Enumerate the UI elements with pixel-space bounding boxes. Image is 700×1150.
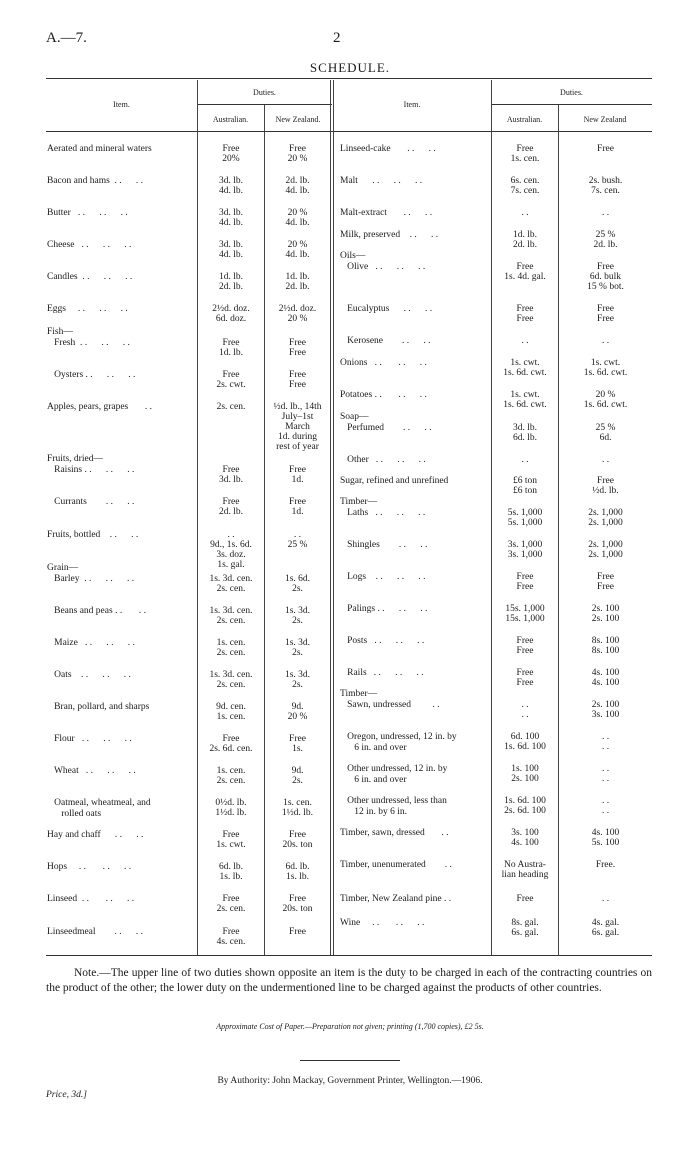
australian-duty: Free — [516, 894, 534, 904]
document-reference: A.—7. — [46, 30, 87, 46]
new-zealand-duty: 2s. bush. 7s. cen. — [588, 176, 623, 196]
item-name: Laths . . . . . . — [340, 508, 426, 518]
new-zealand-duty: 4s. gal. 6s. gal. — [591, 918, 620, 938]
item-name: Fresh . . . . . . — [47, 338, 130, 348]
new-zealand-duty: . . . . — [601, 764, 610, 784]
item-name: Currants . . . . — [47, 497, 135, 507]
item-name: Oils— — [340, 251, 366, 261]
australian-duty: 6s. cen. 7s. cen. — [510, 176, 540, 196]
new-zealand-duty: Free Free — [597, 572, 614, 592]
footer-rule — [300, 1060, 400, 1061]
new-zealand-duty: 25 % 6d. — [595, 423, 616, 443]
australian-duty: 1s. cwt. 1s. 6d. cwt. — [503, 390, 547, 410]
new-zealand-duty: . . — [601, 894, 610, 904]
new-zealand-duty: Free 20s. ton — [282, 830, 313, 850]
new-zealand-duty: Free Free — [289, 370, 306, 390]
australian-duty: Free 1s. 4d. gal. — [504, 262, 546, 282]
new-zealand-duty: Free 1d. — [289, 465, 306, 485]
new-zealand-duty: Free — [597, 144, 614, 154]
australian-duty: Free Free — [516, 636, 534, 656]
new-zealand-duty: ½d. lb., 14th July–1st March 1d. during rest of year — [273, 402, 322, 452]
item-name: Fish— — [47, 327, 73, 337]
header-new-zealand-right: New Zealand — [583, 115, 627, 124]
item-name: Butter . . . . . . — [47, 208, 128, 218]
new-zealand-duty: Free ½d. lb. — [592, 476, 619, 496]
new-zealand-duty: 4s. 100 5s. 100 — [591, 828, 620, 848]
item-name: Flour . . . . . . — [47, 734, 132, 744]
australian-duty: . . 9d., 1s. 6d. 3s. doz. 1s. gal. — [210, 530, 252, 570]
item-name: Barley . . . . . . — [47, 574, 135, 584]
australian-duty: Free Free — [516, 304, 534, 324]
table-bottom-rule — [46, 955, 652, 956]
australian-duty: Free Free — [516, 572, 534, 592]
item-name: Other undressed, 12 in. by 6 in. and over — [347, 764, 448, 785]
new-zealand-duty: 1s. 3d. 2s. — [284, 638, 311, 658]
new-zealand-duty: Free Free — [597, 304, 614, 324]
australian-duty: Free 2s. 6d. cen. — [209, 734, 253, 754]
item-name: Hops . . . . . . — [47, 862, 132, 872]
new-zealand-duty: 1s. 6d. 2s. — [284, 574, 311, 594]
header-australian-right: Australian. — [506, 115, 543, 124]
new-zealand-duty: 20 % 4d. lb. — [285, 240, 310, 260]
item-name: Timber, sawn, dressed . . — [340, 828, 449, 838]
australian-duty: Free 1s. cwt. — [216, 830, 246, 850]
australian-duty: No Austra- lian heading — [501, 860, 549, 880]
new-zealand-duty: 9d. 20 % — [287, 702, 308, 722]
item-name: Posts . . . . . . — [340, 636, 425, 646]
item-name: Linseedmeal . . . . — [47, 927, 144, 937]
australian-duty: Free 2s. cen. — [216, 894, 246, 914]
australian-duty: 1s. 100 2s. 100 — [511, 764, 539, 784]
australian-duty: . . . . — [521, 700, 529, 720]
new-zealand-duty: . . — [601, 455, 610, 465]
item-name: Eggs . . . . . . — [47, 304, 128, 314]
new-zealand-duty: 2s. 100 2s. 100 — [591, 604, 620, 624]
australian-duty: 9d. cen. 1s. cen. — [216, 702, 246, 722]
new-zealand-duty: 25 % 2d. lb. — [593, 230, 618, 250]
new-zealand-duty: 20 % 4d. lb. — [285, 208, 310, 228]
australian-duty: 1d. lb. 2d. lb. — [512, 230, 537, 250]
item-name: Bacon and hams . . . . — [47, 176, 144, 186]
australian-duty: Free Free — [516, 668, 534, 688]
header-duties-left: Duties. — [253, 88, 276, 97]
schedule-title: SCHEDULE. — [309, 60, 391, 75]
item-name: Linseed . . . . . . — [47, 894, 135, 904]
australian-duty: 3d. lb. 4d. lb. — [218, 176, 243, 196]
item-name: Malt-extract . . . . — [340, 208, 433, 218]
new-zealand-duty: 1s. cen. 1½d. lb. — [281, 798, 314, 818]
item-name: Other . . . . . . — [340, 455, 426, 465]
new-zealand-duty: . . — [601, 208, 610, 218]
item-name: Cheese . . . . . . — [47, 240, 132, 250]
australian-duty: 6d. 100 1s. 6d. 100 — [504, 732, 546, 752]
australian-duty: 1s. cwt. 1s. 6d. cwt. — [503, 358, 547, 378]
australian-duty: 1s. 6d. 100 2s. 6d. 100 — [504, 796, 546, 816]
item-name: Soap— — [340, 412, 369, 422]
new-zealand-duty: 9d. 2s. — [291, 766, 304, 786]
item-name: Bran, pollard, and sharps — [47, 702, 150, 712]
item-name: Maize . . . . . . — [47, 638, 135, 648]
australian-duty: 3d. lb. 4d. lb. — [218, 208, 243, 228]
item-name: Milk, preserved . . . . — [340, 230, 439, 240]
item-name: Candles . . . . . . — [47, 272, 133, 282]
new-zealand-duty: Free 20s. ton — [282, 894, 313, 914]
australian-duty: Free 2d. lb. — [218, 497, 243, 517]
new-zealand-duty: Free 1s. — [289, 734, 306, 754]
header-new-zealand-left: New Zealand. — [275, 115, 321, 124]
page-number: 2 — [333, 30, 341, 46]
australian-duty: 1s. cen. 2s. cen. — [216, 766, 246, 786]
new-zealand-duty: Free. — [595, 860, 616, 870]
item-name: Wine . . . . . . — [340, 918, 425, 928]
new-zealand-duty: Free 20 % — [287, 144, 308, 164]
item-name: Logs . . . . . . — [340, 572, 426, 582]
new-zealand-duty: 2s. 100 3s. 100 — [591, 700, 620, 720]
australian-duty: 1s. 3d. cen. 2s. cen. — [209, 670, 253, 690]
item-name: Other undressed, less than 12 in. by 6 in. — [347, 796, 447, 817]
header-item-left: Item. — [113, 100, 130, 109]
australian-duty: 1s. 3d. cen. 2s. cen. — [209, 606, 253, 626]
item-name: Oatmeal, wheatmeal, and rolled oats — [54, 798, 151, 819]
item-name: Aerated and mineral waters — [47, 144, 152, 154]
australian-duty: 8s. gal. 6s. gal. — [511, 918, 539, 938]
australian-duty: Free 4s. cen. — [216, 927, 246, 947]
australian-duty: Free 1s. cen. — [510, 144, 540, 164]
new-zealand-duty: Free Free — [289, 338, 306, 358]
item-name: Sawn, undressed . . — [340, 700, 440, 710]
australian-duty: 5s. 1,000 5s. 1,000 — [507, 508, 543, 528]
new-zealand-duty: Free 1d. — [289, 497, 306, 517]
item-name: Oregon, undressed, 12 in. by 6 in. and over — [347, 732, 457, 753]
item-name: Malt . . . . . . — [340, 176, 423, 186]
table-header-rule — [46, 131, 652, 132]
item-name: Olive . . . . . . — [340, 262, 426, 272]
item-name: Fruits, dried— — [47, 454, 103, 464]
item-name: Perfumed . . . . — [340, 423, 432, 433]
item-name: Grain— — [47, 563, 79, 573]
item-name: Fruits, bottled . . . . — [47, 530, 139, 540]
australian-duty: . . — [521, 336, 529, 346]
table-top-rule — [46, 78, 652, 79]
australian-duty: £6 ton £6 ton — [512, 476, 537, 496]
australian-duty: . . — [521, 455, 529, 465]
item-name: Oysters . . . . . . — [47, 370, 136, 380]
new-zealand-duty: 1s. 3d. 2s. — [284, 606, 311, 626]
australian-duty: 2s. cen. — [216, 402, 246, 412]
new-zealand-duty: 1d. lb. 2d. lb. — [285, 272, 310, 292]
duties-subrule-right — [491, 104, 652, 105]
item-name: Linseed-cake . . . . — [340, 144, 436, 154]
item-name: Apples, pears, grapes . . — [47, 402, 153, 412]
item-name: Kerosene . . . . — [340, 336, 431, 346]
australian-duty: 1d. lb. 2d. lb. — [218, 272, 243, 292]
australian-duty: 1s. 3d. cen. 2s. cen. — [209, 574, 253, 594]
header-item-right: Item. — [403, 100, 421, 109]
footnote: Note.—The upper line of two duties shown opposite an item is the duty to be charged in each of the contracting countries on the product of the other; the lower duty on the undermentioned line to be charged against the products of other countries. — [46, 967, 652, 994]
australian-duty: 2½d. doz. 6d. doz. — [212, 304, 250, 324]
item-name: Potatoes . . . . . . — [340, 390, 427, 400]
item-name: Wheat . . . . . . — [47, 766, 136, 776]
australian-duty: 3d. lb. 4d. lb. — [218, 240, 243, 260]
australian-duty: . . — [521, 208, 529, 218]
column-divider — [333, 80, 334, 955]
item-name: Rails . . . . . . — [340, 668, 424, 678]
item-name: Onions . . . . . . — [340, 358, 427, 368]
new-zealand-duty: . . . . — [601, 796, 610, 816]
item-name: Eucalyptus . . . . — [340, 304, 433, 314]
item-name: Timber, unenumerated . . — [340, 860, 452, 870]
new-zealand-duty: 20 % 1s. 6d. cwt. — [583, 390, 628, 410]
item-name: Oats . . . . . . — [47, 670, 131, 680]
australian-duty: 0½d. lb. 1½d. lb. — [215, 798, 247, 818]
item-name: Palings . . . . . . — [340, 604, 428, 614]
australian-duty: 15s. 1,000 15s. 1,000 — [505, 604, 545, 624]
new-zealand-duty: 2½d. doz. 20 % — [278, 304, 317, 324]
item-name: Hay and chaff . . . . — [47, 830, 144, 840]
new-zealand-duty: 2s. 1,000 2s. 1,000 — [588, 508, 623, 528]
item-name: Sugar, refined and unrefined — [340, 476, 449, 486]
australian-duty: 1s. cen. 2s. cen. — [216, 638, 246, 658]
cost-of-paper: Approximate Cost of Paper.—Preparation not given; printing (1,700 copies), £2 5s. — [216, 1022, 484, 1031]
price: Price, 3d.] — [46, 1090, 87, 1100]
new-zealand-duty: 2s. 1,000 2s. 1,000 — [588, 540, 623, 560]
new-zealand-duty: 2d. lb. 4d. lb. — [285, 176, 310, 196]
new-zealand-duty: 1s. 3d. 2s. — [284, 670, 311, 690]
item-name: Timber— — [340, 497, 378, 507]
new-zealand-duty: 4s. 100 4s. 100 — [591, 668, 620, 688]
item-name: Timber— — [340, 689, 378, 699]
item-name: Shingles . . . . — [340, 540, 428, 550]
australian-duty: Free 3d. lb. — [218, 465, 243, 485]
new-zealand-duty: 6d. lb. 1s. lb. — [285, 862, 310, 882]
new-zealand-duty: . . 25 % — [287, 530, 308, 550]
australian-duty: Free 20% — [222, 144, 240, 164]
header-australian-left: Australian. — [212, 115, 249, 124]
new-zealand-duty: . . — [601, 336, 610, 346]
new-zealand-duty: . . . . — [601, 732, 610, 752]
printer-authority: By Authority: John Mackay, Government Printer, Wellington.—1906. — [217, 1076, 483, 1086]
new-zealand-duty: 1s. cwt. 1s. 6d. cwt. — [583, 358, 628, 378]
australian-duty: Free 2s. cwt. — [216, 370, 246, 390]
item-name: Raisins . . . . . . — [47, 465, 135, 475]
australian-duty: 3s. 1,000 3s. 1,000 — [507, 540, 543, 560]
item-name: Timber, New Zealand pine . . — [340, 894, 452, 904]
australian-duty: 6d. lb. 1s. lb. — [218, 862, 243, 882]
item-name: Beans and peas . . . . — [47, 606, 146, 616]
new-zealand-duty: Free 6d. bulk 15 % bot. — [587, 262, 624, 292]
australian-duty: 3d. lb. 6d. lb. — [512, 423, 537, 443]
australian-duty: 3s. 100 4s. 100 — [511, 828, 539, 848]
header-duties-right: Duties. — [560, 88, 583, 97]
new-zealand-duty: Free — [289, 927, 306, 937]
australian-duty: Free 1d. lb. — [218, 338, 243, 358]
column-divider — [330, 80, 331, 955]
new-zealand-duty: 8s. 100 8s. 100 — [591, 636, 620, 656]
